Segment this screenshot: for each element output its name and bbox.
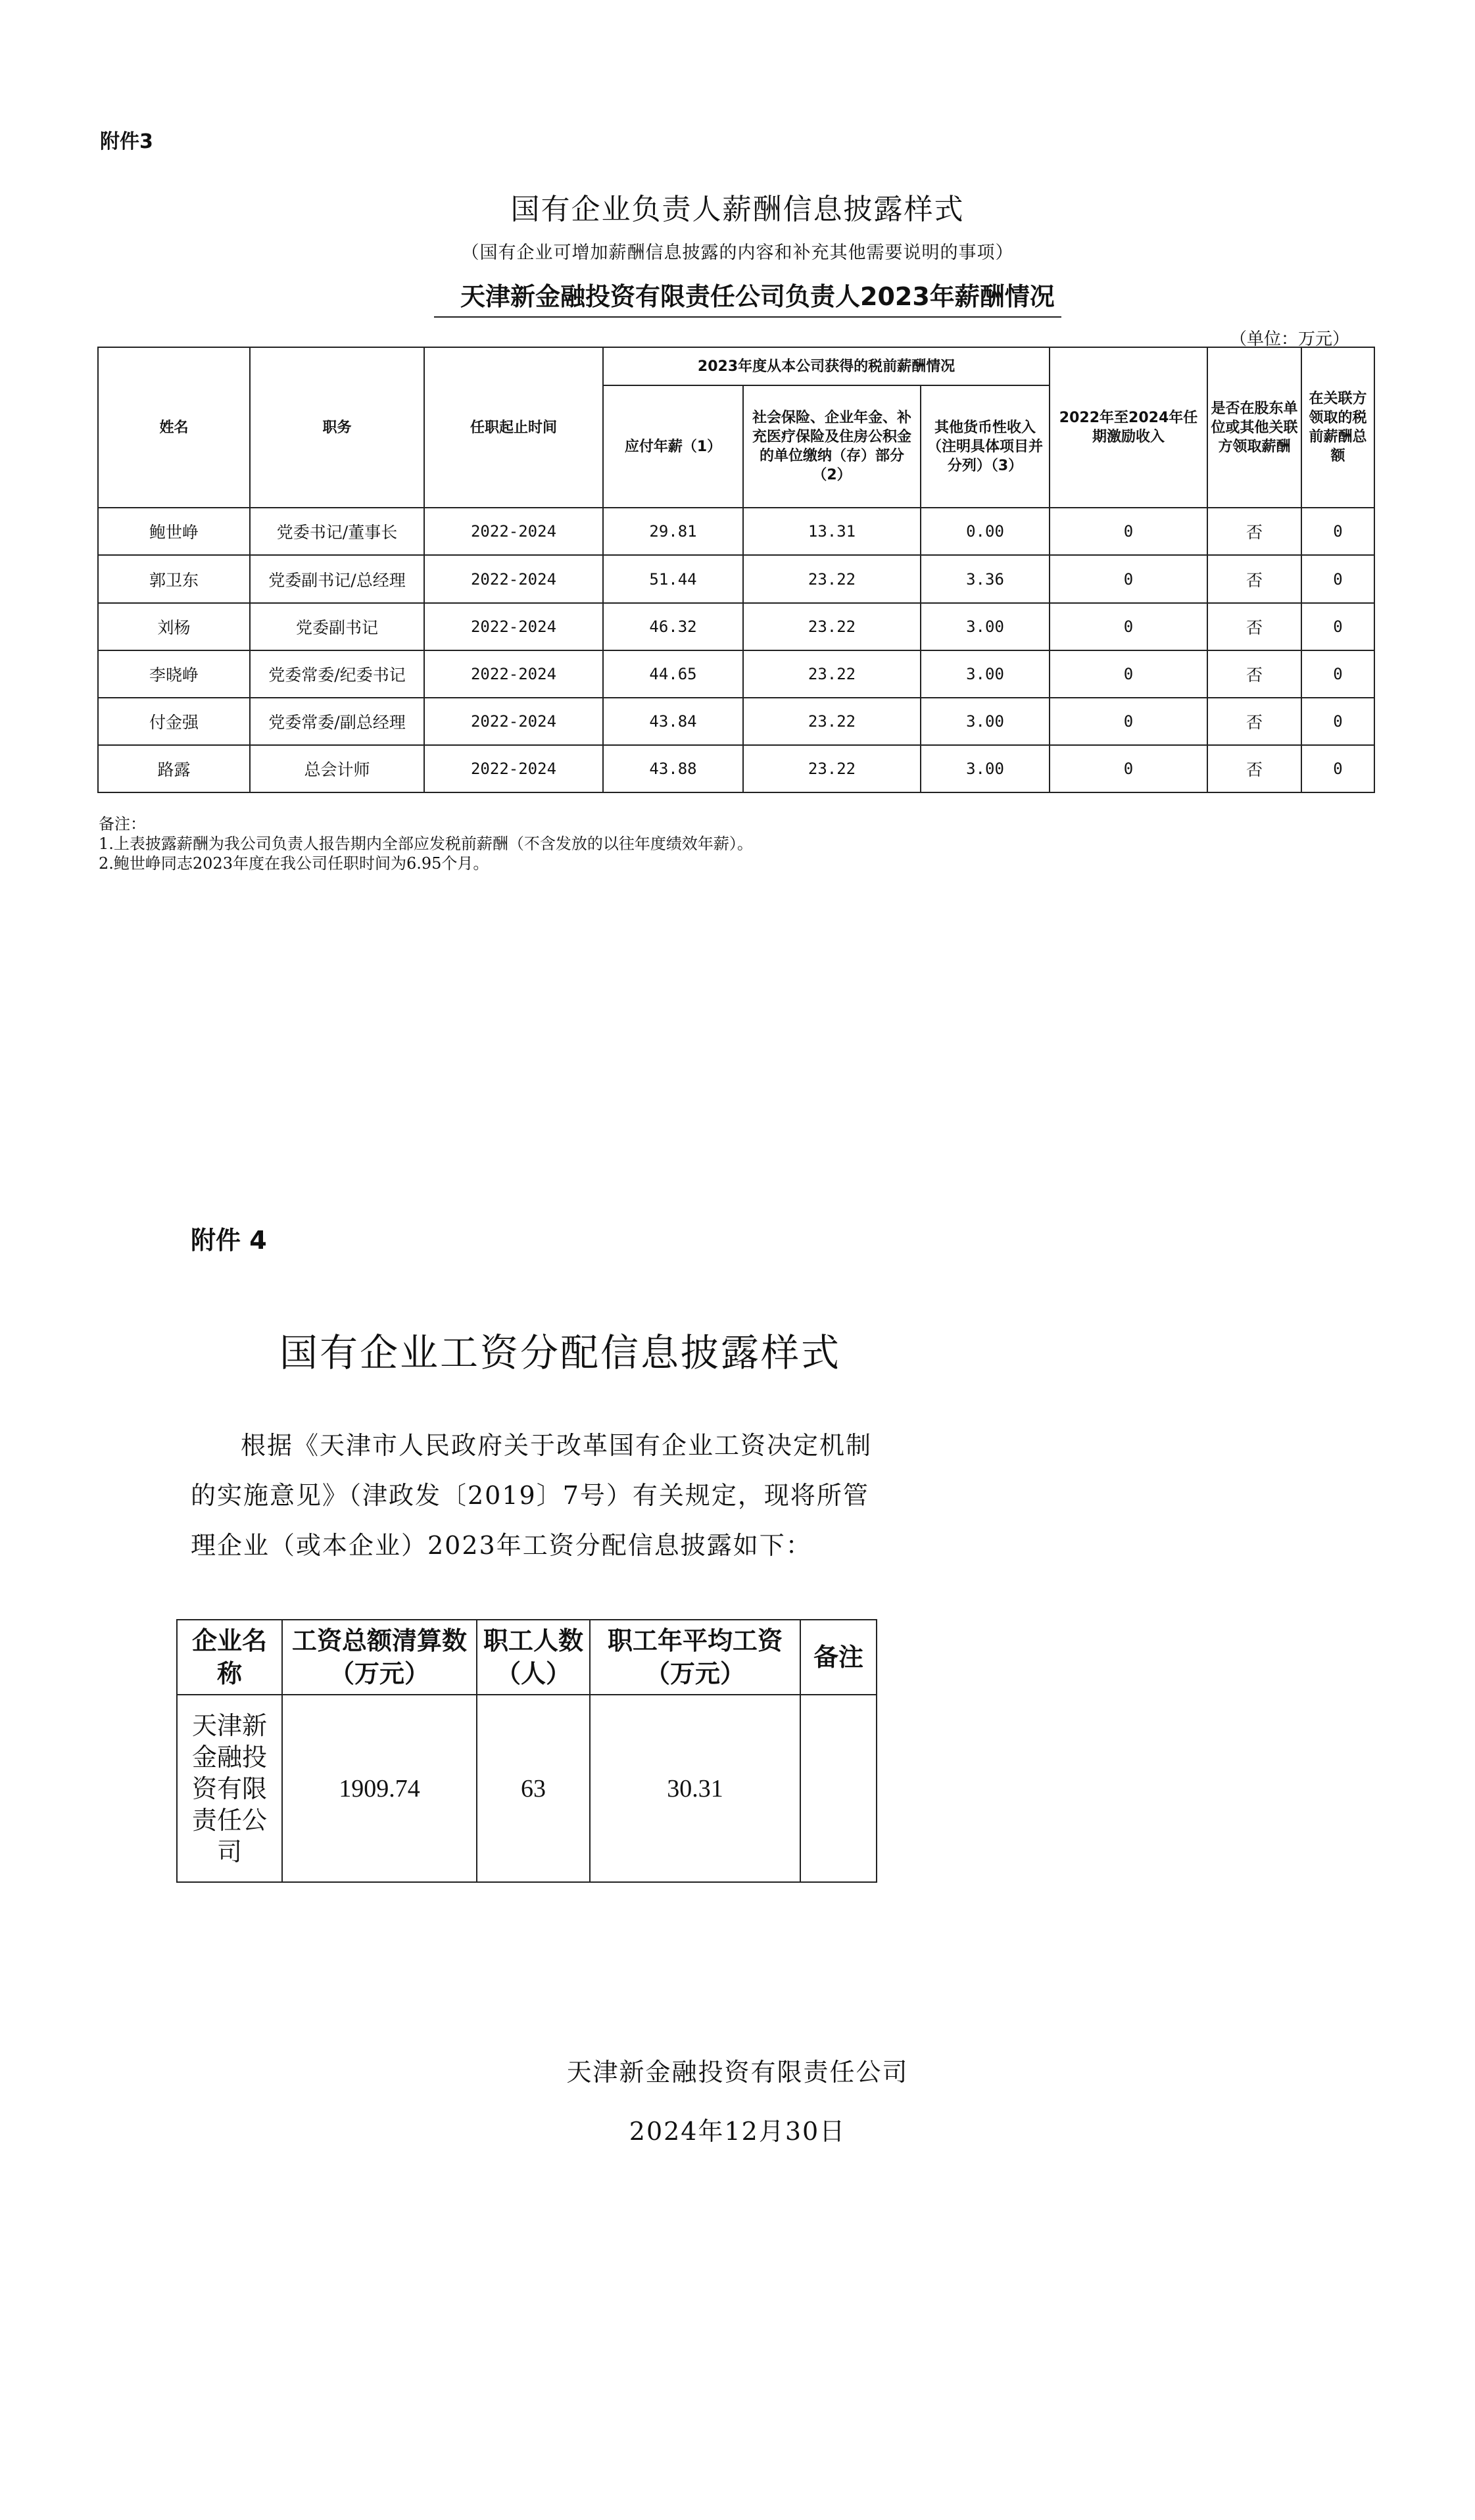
cell-other: 3.00 bbox=[921, 603, 1050, 650]
wage-data-row bbox=[177, 1695, 877, 1882]
executive-salary-table bbox=[97, 347, 1375, 793]
cell-related: 0 bbox=[1301, 555, 1374, 602]
wage-header-avg: 职工年平均工资（万元） bbox=[590, 1620, 800, 1695]
attachment-3-subtitle: （国有企业可增加薪酬信息披露的内容和补充其他需要说明的事项） bbox=[461, 243, 1014, 263]
cell-related: 0 bbox=[1301, 603, 1374, 650]
wage-total: 1909.74 bbox=[282, 1695, 477, 1882]
attachment-3-label: 附件3 bbox=[100, 130, 153, 153]
signature-date: 2024年12月30日 bbox=[629, 2117, 846, 2146]
header-position: 职务 bbox=[250, 347, 424, 508]
cell-position: 党委常委/纪委书记 bbox=[250, 650, 424, 698]
cell-social: 23.22 bbox=[743, 698, 921, 745]
cell-shareholder: 否 bbox=[1207, 745, 1301, 792]
company-salary-title: 天津新金融投资有限责任公司负责人2023年薪酬情况 bbox=[434, 276, 1061, 318]
cell-annual: 29.81 bbox=[603, 508, 743, 555]
cell-annual: 44.65 bbox=[603, 650, 743, 698]
cell-term: 2022-2024 bbox=[424, 555, 603, 602]
wage-header-total: 工资总额清算数（万元） bbox=[282, 1620, 477, 1695]
attachment-4-title: 国有企业工资分配信息披露样式 bbox=[279, 1330, 842, 1375]
cell-incentive: 0 bbox=[1050, 603, 1207, 650]
cell-social: 23.22 bbox=[743, 603, 921, 650]
note-2: 2.鲍世峥同志2023年度在我公司任职时间为6.95个月。 bbox=[99, 854, 489, 873]
table-row bbox=[98, 508, 1374, 555]
cell-social: 13.31 bbox=[743, 508, 921, 555]
header-related-pay: 在关联方领取的税前薪酬总额 bbox=[1301, 347, 1374, 508]
cell-annual: 43.84 bbox=[603, 698, 743, 745]
table-header-row-1 bbox=[98, 347, 1374, 385]
cell-position: 总会计师 bbox=[250, 745, 424, 792]
wage-company: 天津新金融投资有限责任公司 bbox=[177, 1695, 282, 1882]
cell-related: 0 bbox=[1301, 650, 1374, 698]
cell-shareholder: 否 bbox=[1207, 650, 1301, 698]
cell-incentive: 0 bbox=[1050, 650, 1207, 698]
cell-incentive: 0 bbox=[1050, 555, 1207, 602]
cell-term: 2022-2024 bbox=[424, 745, 603, 792]
cell-other: 3.36 bbox=[921, 555, 1050, 602]
attachment-4-label: 附件 4 bbox=[191, 1226, 267, 1255]
cell-social: 23.22 bbox=[743, 555, 921, 602]
header-shareholder-pay: 是否在股东单位或其他关联方领取薪酬 bbox=[1207, 347, 1301, 508]
cell-annual: 51.44 bbox=[603, 555, 743, 602]
wage-header-staff: 职工人数（人） bbox=[477, 1620, 590, 1695]
cell-incentive: 0 bbox=[1050, 745, 1207, 792]
cell-term: 2022-2024 bbox=[424, 698, 603, 745]
cell-social: 23.22 bbox=[743, 745, 921, 792]
cell-incentive: 0 bbox=[1050, 698, 1207, 745]
table-row bbox=[98, 650, 1374, 698]
table-row bbox=[98, 555, 1374, 602]
cell-name: 鲍世峥 bbox=[98, 508, 250, 555]
cell-shareholder: 否 bbox=[1207, 508, 1301, 555]
cell-position: 党委副书记/总经理 bbox=[250, 555, 424, 602]
cell-position: 党委副书记 bbox=[250, 603, 424, 650]
cell-shareholder: 否 bbox=[1207, 555, 1301, 602]
wage-header-row bbox=[177, 1620, 877, 1695]
table-row bbox=[98, 745, 1374, 792]
notes-heading: 备注： bbox=[99, 815, 146, 833]
cell-term: 2022-2024 bbox=[424, 650, 603, 698]
cell-social: 23.22 bbox=[743, 650, 921, 698]
header-annual: 应付年薪（1） bbox=[603, 385, 743, 508]
disclosure-paragraph: 根据《天津市人民政府关于改革国有企业工资决定机制的实施意见》（津政发〔2019〕7号）有关规定，现将所管理企业（或本企业）2023年工资分配信息披露如下： bbox=[191, 1431, 873, 1560]
cell-name: 路露 bbox=[98, 745, 250, 792]
cell-other: 0.00 bbox=[921, 508, 1050, 555]
wage-header-company: 企业名称 bbox=[177, 1620, 282, 1695]
cell-shareholder: 否 bbox=[1207, 698, 1301, 745]
wage-header-remark: 备注 bbox=[800, 1620, 877, 1695]
header-other: 其他货币性收入（注明具体项目并分列）（3） bbox=[921, 385, 1050, 508]
cell-related: 0 bbox=[1301, 745, 1374, 792]
cell-other: 3.00 bbox=[921, 698, 1050, 745]
header-term: 任职起止时间 bbox=[424, 347, 603, 508]
cell-related: 0 bbox=[1301, 508, 1374, 555]
cell-name: 郭卫东 bbox=[98, 555, 250, 602]
cell-annual: 46.32 bbox=[603, 603, 743, 650]
cell-annual: 43.88 bbox=[603, 745, 743, 792]
table-row bbox=[98, 698, 1374, 745]
cell-other: 3.00 bbox=[921, 745, 1050, 792]
wage-avg: 30.31 bbox=[590, 1695, 800, 1882]
wage-remark bbox=[800, 1695, 877, 1882]
header-social: 社会保险、企业年金、补充医疗保险及住房公积金的单位缴纳（存）部分（2） bbox=[743, 385, 921, 508]
cell-name: 付金强 bbox=[98, 698, 250, 745]
header-incentive: 2022年至2024年任期激励收入 bbox=[1050, 347, 1207, 508]
header-salary-group: 2023年度从本公司获得的税前薪酬情况 bbox=[603, 347, 1050, 385]
unit-label: （单位：万元） bbox=[1230, 329, 1350, 349]
cell-term: 2022-2024 bbox=[424, 603, 603, 650]
cell-position: 党委常委/副总经理 bbox=[250, 698, 424, 745]
wage-distribution-table bbox=[176, 1619, 877, 1883]
signature-company: 天津新金融投资有限责任公司 bbox=[566, 2058, 909, 2087]
cell-name: 李晓峥 bbox=[98, 650, 250, 698]
table-row bbox=[98, 603, 1374, 650]
cell-term: 2022-2024 bbox=[424, 508, 603, 555]
notes bbox=[99, 814, 753, 873]
cell-shareholder: 否 bbox=[1207, 603, 1301, 650]
cell-other: 3.00 bbox=[921, 650, 1050, 698]
note-1: 1.上表披露薪酬为我公司负责人报告期内全部应发税前薪酬（不含发放的以往年度绩效年薪）。 bbox=[99, 835, 753, 853]
attachment-3-title: 国有企业负责人薪酬信息披露样式 bbox=[510, 193, 965, 226]
wage-staff: 63 bbox=[477, 1695, 590, 1882]
cell-name: 刘杨 bbox=[98, 603, 250, 650]
cell-position: 党委书记/董事长 bbox=[250, 508, 424, 555]
header-name: 姓名 bbox=[98, 347, 250, 508]
cell-related: 0 bbox=[1301, 698, 1374, 745]
cell-incentive: 0 bbox=[1050, 508, 1207, 555]
